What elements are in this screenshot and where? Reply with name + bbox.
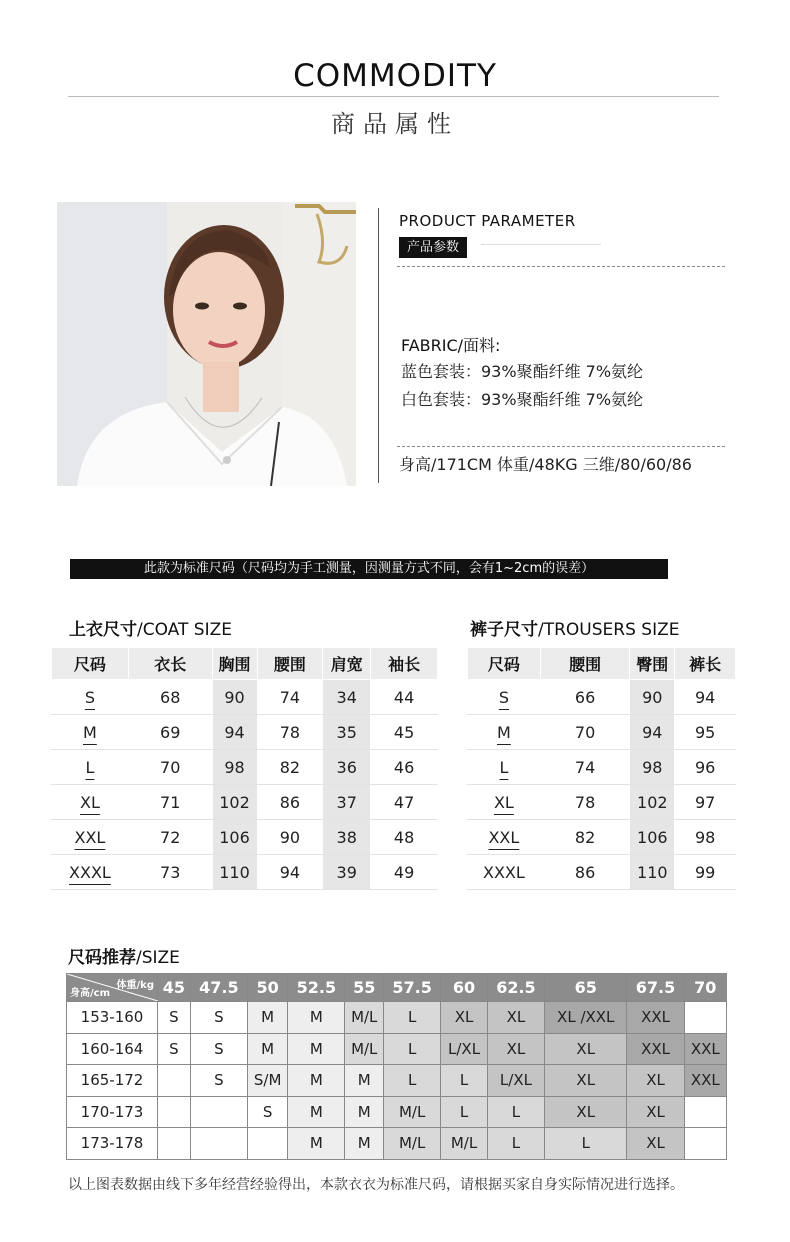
size-recommend-cell: L/XL: [441, 1033, 488, 1065]
size-recommend-cell: M: [288, 1033, 345, 1065]
table-cell: 38: [323, 820, 371, 855]
table-cell: 90: [257, 820, 323, 855]
table-cell: 70: [540, 715, 630, 750]
size-recommend-cell: S: [190, 1065, 247, 1097]
size-recommend-cell: [190, 1096, 247, 1128]
size-recommend-cell: [190, 1128, 247, 1160]
size-recommend-cell: M: [288, 1096, 345, 1128]
table-header-row: [67, 974, 727, 1002]
coat-size-table: [51, 647, 438, 890]
header-divider: [68, 96, 719, 97]
table-cell: 44: [371, 680, 438, 715]
size-recommend-cell: [158, 1096, 191, 1128]
table-cell: 74: [540, 750, 630, 785]
size-recommend-cell: XL: [441, 1002, 488, 1034]
col-header: 衣长: [128, 648, 212, 680]
table-cell: 94: [212, 715, 257, 750]
height-range-cell: 173-178: [67, 1128, 158, 1160]
size-recommend-cell: S: [158, 1033, 191, 1065]
size-recommend-cell: M: [248, 1033, 288, 1065]
table-row: [67, 1065, 727, 1097]
table-cell: 94: [630, 715, 675, 750]
size-recommend-cell: XXL: [684, 1033, 726, 1065]
size-label-cell: M: [52, 715, 129, 750]
table-cell: 102: [212, 785, 257, 820]
table-row: [468, 715, 736, 750]
table-cell: 106: [630, 820, 675, 855]
table-row: [67, 1096, 727, 1128]
size-recommend-cell: XL: [627, 1065, 684, 1097]
table-header-row: [468, 648, 736, 680]
size-recommend-cell: XXL: [627, 1002, 684, 1034]
size-recommend-cell: L/XL: [487, 1065, 544, 1097]
table-corner-cell: [67, 974, 158, 1002]
coat-size-title: [69, 615, 232, 640]
col-header: 裤长: [675, 648, 736, 680]
table-cell: 82: [257, 750, 323, 785]
trousers-size-table: [467, 647, 736, 890]
weight-header: 52.5: [288, 974, 345, 1002]
size-label-cell: XL: [468, 785, 541, 820]
col-header: 肩宽: [323, 648, 371, 680]
size-label-cell: XL: [52, 785, 129, 820]
weight-header: 47.5: [190, 974, 247, 1002]
table-cell: 95: [675, 715, 736, 750]
vertical-divider: [378, 208, 379, 483]
col-header: 尺码: [52, 648, 129, 680]
fabric-line-white: 白色套装：93%聚酯纤维 7%氨纶: [401, 390, 644, 409]
size-recommend-cell: [684, 1002, 726, 1034]
table-cell: 71: [128, 785, 212, 820]
weight-header: 57.5: [384, 974, 441, 1002]
size-recommend-cell: [684, 1096, 726, 1128]
col-header: 袖长: [371, 648, 438, 680]
table-row: [67, 1128, 727, 1160]
trousers-title-cn: 裤子尺寸: [470, 620, 538, 640]
fabric-label: FABRIC/面料:: [401, 336, 501, 355]
table-cell: 45: [371, 715, 438, 750]
table-cell: 78: [540, 785, 630, 820]
param-underline: [481, 244, 601, 245]
page-subtitle: 商品属性: [331, 110, 459, 138]
table-row: [67, 1033, 727, 1065]
weight-header: 50: [248, 974, 288, 1002]
table-cell: 66: [540, 680, 630, 715]
weight-header: 45: [158, 974, 191, 1002]
fabric-line-blue: 蓝色套装：93%聚酯纤维 7%氨纶: [401, 362, 644, 381]
size-recommend-cell: M: [345, 1065, 384, 1097]
size-label-cell: XXL: [52, 820, 129, 855]
size-recommend-cell: M/L: [441, 1128, 488, 1160]
table-row: [52, 680, 438, 715]
model-info: 身高/171CM 体重/48KG 三维/80/60/86: [399, 455, 692, 474]
table-cell: 82: [540, 820, 630, 855]
size-recommend-cell: XL: [545, 1096, 627, 1128]
size-recommend-cell: M/L: [384, 1128, 441, 1160]
table-cell: 86: [540, 855, 630, 890]
table-cell: 98: [212, 750, 257, 785]
size-label-cell: XXXL: [468, 855, 541, 890]
table-row: [52, 855, 438, 890]
size-recommend-cell: [158, 1128, 191, 1160]
size-recommend-cell: L: [384, 1065, 441, 1097]
dashed-divider: [397, 266, 725, 267]
table-cell: 47: [371, 785, 438, 820]
size-recommend-cell: [248, 1128, 288, 1160]
size-label-cell: XXL: [468, 820, 541, 855]
table-cell: 73: [128, 855, 212, 890]
table-cell: 78: [257, 715, 323, 750]
weight-header: 62.5: [487, 974, 544, 1002]
weight-header: 65: [545, 974, 627, 1002]
table-cell: 90: [630, 680, 675, 715]
weight-header: 55: [345, 974, 384, 1002]
size-recommend-cell: M: [248, 1002, 288, 1034]
size-recommend-cell: M/L: [345, 1002, 384, 1034]
size-label-cell: S: [52, 680, 129, 715]
size-recommend-cell: XL: [627, 1096, 684, 1128]
size-recommend-cell: XL: [545, 1065, 627, 1097]
size-recommend-cell: S: [248, 1096, 288, 1128]
size-recommend-cell: XL: [545, 1033, 627, 1065]
table-cell: 39: [323, 855, 371, 890]
table-cell: 48: [371, 820, 438, 855]
col-header: 腰围: [540, 648, 630, 680]
coat-title-en: /COAT SIZE: [137, 620, 232, 640]
table-cell: 98: [630, 750, 675, 785]
table-row: [52, 820, 438, 855]
size-recommend-cell: S: [190, 1033, 247, 1065]
weight-header: 70: [684, 974, 726, 1002]
table-cell: 46: [371, 750, 438, 785]
table-cell: 94: [257, 855, 323, 890]
table-cell: 96: [675, 750, 736, 785]
size-recommend-cell: M: [345, 1096, 384, 1128]
table-cell: 35: [323, 715, 371, 750]
size-recommend-cell: L: [487, 1128, 544, 1160]
size-recommend-cell: L: [545, 1128, 627, 1160]
size-recommend-cell: L: [384, 1002, 441, 1034]
table-cell: 110: [212, 855, 257, 890]
weight-header: 60: [441, 974, 488, 1002]
size-recommend-cell: XXL: [684, 1065, 726, 1097]
size-recommend-cell: XXL: [627, 1033, 684, 1065]
size-recommend-cell: M: [288, 1065, 345, 1097]
height-axis-label: 身高/cm: [70, 988, 110, 999]
table-cell: 34: [323, 680, 371, 715]
table-cell: 99: [675, 855, 736, 890]
size-recommend-cell: L: [384, 1033, 441, 1065]
size-recommend-cell: S: [158, 1002, 191, 1034]
size-recommend-cell: S: [190, 1002, 247, 1034]
size-recommend-title: [68, 943, 180, 968]
table-cell: 94: [675, 680, 736, 715]
weight-header: 67.5: [627, 974, 684, 1002]
size-recommend-cell: M: [345, 1128, 384, 1160]
size-recommend-cell: [158, 1065, 191, 1097]
table-row: [468, 785, 736, 820]
col-header: 臀围: [630, 648, 675, 680]
table-cell: 70: [128, 750, 212, 785]
table-cell: 98: [675, 820, 736, 855]
coat-title-cn: 上衣尺寸: [69, 620, 137, 640]
height-range-cell: 170-173: [67, 1096, 158, 1128]
height-range-cell: 165-172: [67, 1065, 158, 1097]
table-cell: 106: [212, 820, 257, 855]
footnote: 以上图表数据由线下多年经营经验得出，本款衣衣为标准尺码，请根据买家自身实际情况进行选择。: [68, 1177, 684, 1193]
col-header: 腰围: [257, 648, 323, 680]
table-row: [468, 680, 736, 715]
height-range-cell: 160-164: [67, 1033, 158, 1065]
size-label-cell: L: [52, 750, 129, 785]
table-cell: 37: [323, 785, 371, 820]
table-cell: 69: [128, 715, 212, 750]
size-recommend-cell: L: [441, 1096, 488, 1128]
size-recommend-table: [66, 973, 727, 1160]
param-title: PRODUCT PARAMETER: [399, 212, 576, 230]
table-cell: 86: [257, 785, 323, 820]
recommend-title-en: /SIZE: [136, 948, 180, 968]
size-recommend-cell: M/L: [345, 1033, 384, 1065]
col-header: 胸围: [212, 648, 257, 680]
param-badge: 产品参数: [399, 237, 467, 258]
table-row: [468, 820, 736, 855]
size-recommend-cell: L: [441, 1065, 488, 1097]
dashed-divider: [397, 446, 725, 447]
size-recommend-cell: [684, 1128, 726, 1160]
size-label-cell: XXXL: [52, 855, 129, 890]
size-recommend-cell: XL: [627, 1128, 684, 1160]
size-recommend-cell: M/L: [384, 1096, 441, 1128]
table-cell: 110: [630, 855, 675, 890]
size-recommend-cell: XL: [487, 1002, 544, 1034]
trousers-title-en: /TROUSERS SIZE: [538, 620, 680, 640]
table-cell: 49: [371, 855, 438, 890]
recommend-title-cn: 尺码推荐: [68, 948, 136, 968]
weight-axis-label: 体重/kg: [116, 980, 154, 991]
table-cell: 97: [675, 785, 736, 820]
size-recommend-cell: M: [288, 1002, 345, 1034]
table-cell: 74: [257, 680, 323, 715]
size-notice: 此款为标准尺码（尺码均为手工测量，因测量方式不同，会有1~2cm的误差）: [70, 559, 668, 579]
size-label-cell: S: [468, 680, 541, 715]
table-header-row: [52, 648, 438, 680]
table-cell: 102: [630, 785, 675, 820]
col-header: 尺码: [468, 648, 541, 680]
size-label-cell: L: [468, 750, 541, 785]
table-row: [67, 1002, 727, 1034]
table-row: [468, 750, 736, 785]
size-recommend-cell: L: [487, 1096, 544, 1128]
page-title: COMMODITY: [293, 58, 497, 94]
table-cell: 36: [323, 750, 371, 785]
size-recommend-cell: XL /XXL: [545, 1002, 627, 1034]
size-recommend-cell: S/M: [248, 1065, 288, 1097]
table-row: [52, 750, 438, 785]
model-photo: [57, 202, 356, 486]
size-recommend-cell: M: [288, 1128, 345, 1160]
size-label-cell: M: [468, 715, 541, 750]
table-row: [52, 785, 438, 820]
table-cell: 90: [212, 680, 257, 715]
size-recommend-cell: XL: [487, 1033, 544, 1065]
table-cell: 68: [128, 680, 212, 715]
table-cell: 72: [128, 820, 212, 855]
table-row: [468, 855, 736, 890]
trousers-size-title: [470, 615, 679, 640]
height-range-cell: 153-160: [67, 1002, 158, 1034]
table-row: [52, 715, 438, 750]
